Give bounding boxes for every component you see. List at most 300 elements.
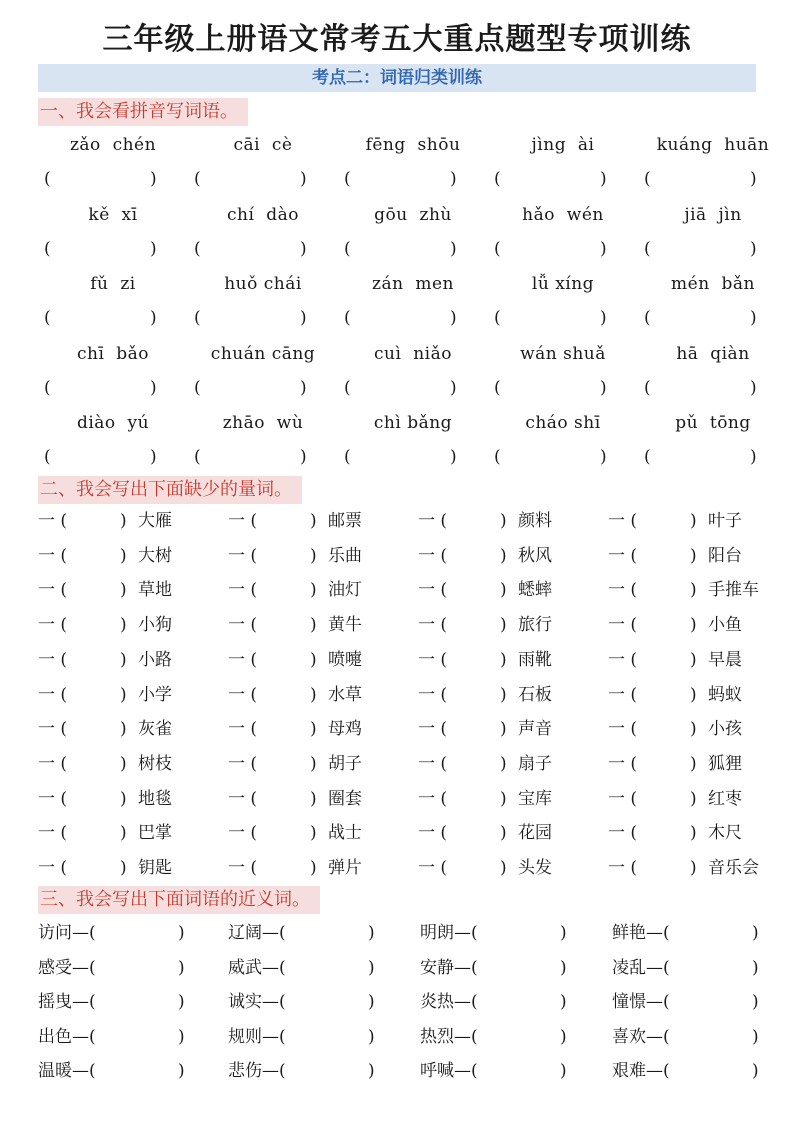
quantifier-blank-close[interactable]: ) (500, 615, 507, 636)
pinyin-item (338, 412, 488, 482)
quantifier-noun: 蟋蟀 (518, 580, 552, 601)
synonym-word[interactable]: 诚实—( (228, 992, 286, 1013)
quantifier-blank-open[interactable]: 一 ( (228, 580, 258, 601)
answer-paren-left[interactable]: ( (44, 377, 51, 398)
quantifier-blank-open[interactable]: 一 ( (418, 649, 448, 670)
pinyin-item (638, 204, 788, 274)
quantifier-blank-open[interactable]: 一 ( (38, 649, 68, 670)
synonym-blank-close[interactable]: ) (560, 957, 567, 978)
quantifier-blank-close[interactable]: ) (120, 684, 127, 705)
quantifier-item (38, 782, 223, 816)
pinyin-text: kuáng huān (656, 135, 770, 155)
quantifier-blank-close[interactable]: ) (310, 545, 317, 566)
pinyin-text: cuì niǎo (374, 343, 452, 364)
quantifier-blank-open[interactable]: 一 ( (228, 649, 258, 670)
synonym-item (228, 1054, 378, 1088)
quantifier-noun: 扇子 (518, 753, 552, 774)
quantifier-blank-close[interactable]: ) (690, 684, 697, 705)
quantifier-item (608, 573, 793, 607)
quantifier-blank-close[interactable]: ) (120, 615, 127, 636)
quantifier-blank-close[interactable]: ) (500, 788, 507, 809)
pinyin-text: pǔ tōng (675, 413, 751, 433)
quantifier-item (228, 504, 413, 538)
pinyin-item (338, 343, 488, 413)
answer-paren-left[interactable]: ( (344, 308, 351, 328)
quantifier-blank-open[interactable]: 一 ( (608, 719, 638, 740)
synonym-blank-close[interactable]: ) (368, 957, 375, 978)
quantifier-blank-open[interactable]: 一 ( (228, 858, 258, 878)
pinyin-item (638, 273, 788, 343)
pinyin-item (38, 204, 188, 274)
synonym-blank-close[interactable]: ) (752, 923, 759, 943)
answer-paren-right[interactable]: ) (750, 169, 757, 189)
section-heading-quantifier: 二、我会写出下面缺少的量词。 (38, 476, 302, 504)
quantifier-blank-close[interactable]: ) (120, 719, 127, 740)
synonym-item (612, 1054, 762, 1088)
answer-paren-left[interactable]: ( (44, 238, 51, 259)
quantifier-item (608, 608, 793, 642)
quantifier-noun: 小路 (138, 649, 172, 670)
answer-paren-left[interactable]: ( (644, 169, 651, 189)
synonym-word[interactable]: 温暖—( (38, 1061, 96, 1082)
quantifier-blank-close[interactable]: ) (690, 858, 697, 878)
synonym-blank-close[interactable]: ) (178, 992, 185, 1013)
pinyin-item (188, 412, 338, 482)
quantifier-noun: 喷嚏 (328, 649, 362, 670)
answer-paren-left[interactable]: ( (344, 169, 351, 189)
answer-paren-left[interactable]: ( (494, 238, 501, 259)
pinyin-row (0, 343, 794, 413)
synonym-item (38, 951, 188, 985)
synonym-word[interactable]: 摇曳—( (38, 992, 96, 1013)
synonym-item (420, 1020, 570, 1054)
quantifier-noun: 弹片 (328, 858, 362, 878)
answer-paren-right[interactable]: ) (300, 308, 307, 328)
pinyin-item (488, 273, 638, 343)
quantifier-blank-close[interactable]: ) (310, 684, 317, 705)
synonym-word[interactable]: 安静—( (420, 957, 478, 978)
quantifier-noun: 钥匙 (138, 858, 172, 878)
quantifier-row (0, 712, 794, 746)
quantifier-blank-open[interactable]: 一 ( (608, 823, 638, 844)
pinyin-item (638, 134, 788, 204)
pinyin-row (0, 412, 794, 482)
synonym-row (0, 951, 794, 985)
synonym-blank-close[interactable]: ) (178, 1026, 185, 1047)
synonym-word[interactable]: 规则—( (228, 1026, 286, 1047)
quantifier-noun: 小孩 (708, 719, 742, 740)
pinyin-item (488, 204, 638, 274)
quantifier-noun: 音乐会 (708, 858, 759, 878)
quantifier-blank-close[interactable]: ) (690, 511, 697, 531)
quantifier-item (228, 643, 413, 677)
synonym-row (0, 1054, 794, 1088)
answer-paren-right[interactable]: ) (150, 169, 157, 189)
quantifier-blank-open[interactable]: 一 ( (608, 649, 638, 670)
answer-paren-right[interactable]: ) (150, 377, 157, 398)
quantifier-blank-open[interactable]: 一 ( (38, 580, 68, 601)
quantifier-row (0, 539, 794, 573)
synonym-blank-close[interactable]: ) (368, 1061, 375, 1082)
quantifier-blank-close[interactable]: ) (120, 858, 127, 878)
synonym-item (38, 1054, 188, 1088)
quantifier-blank-open[interactable]: 一 ( (228, 823, 258, 844)
quantifier-blank-close[interactable]: ) (690, 788, 697, 809)
quantifier-item (418, 851, 603, 885)
answer-paren-right[interactable]: ) (150, 238, 157, 259)
pinyin-text: zǎo chén (69, 135, 157, 155)
synonym-item (228, 951, 378, 985)
synonym-blank-close[interactable]: ) (752, 1061, 759, 1082)
section-heading-synonym: 三、我会写出下面词语的近义词。 (38, 886, 320, 914)
synonym-blank-close[interactable]: ) (560, 1061, 567, 1082)
quantifier-blank-open[interactable]: 一 ( (608, 788, 638, 809)
quantifier-noun: 宝库 (518, 788, 552, 809)
quantifier-blank-open[interactable]: 一 ( (608, 580, 638, 601)
synonym-item (420, 916, 570, 950)
answer-paren-right[interactable]: ) (150, 308, 157, 328)
answer-paren-left[interactable]: ( (344, 238, 351, 259)
synonym-item (228, 916, 378, 950)
quantifier-blank-open[interactable]: 一 ( (608, 615, 638, 636)
quantifier-noun: 雨靴 (518, 649, 552, 670)
quantifier-noun: 红枣 (708, 788, 742, 809)
pinyin-text: huǒ chái (224, 274, 302, 294)
quantifier-blank-close[interactable]: ) (310, 511, 317, 531)
quantifier-noun: 小鱼 (708, 615, 742, 636)
synonym-blank-close[interactable]: ) (368, 992, 375, 1013)
quantifier-blank-open[interactable]: 一 ( (608, 858, 638, 878)
quantifier-blank-close[interactable]: ) (690, 580, 697, 601)
synonym-blank-close[interactable]: ) (178, 1061, 185, 1082)
synonym-word[interactable]: 艰难—( (612, 1061, 670, 1082)
synonym-item (38, 916, 188, 950)
quantifier-item (38, 747, 223, 781)
answer-paren-left[interactable]: ( (494, 169, 501, 189)
synonym-word[interactable]: 明朗—( (420, 923, 478, 943)
quantifier-item (418, 643, 603, 677)
quantifier-blank-open[interactable]: 一 ( (228, 511, 258, 531)
answer-paren-right[interactable]: ) (450, 447, 457, 467)
answer-paren-right[interactable]: ) (450, 169, 457, 189)
synonym-blank-close[interactable]: ) (560, 992, 567, 1013)
quantifier-blank-close[interactable]: ) (500, 580, 507, 601)
answer-paren-left[interactable]: ( (44, 447, 51, 467)
answer-paren-right[interactable]: ) (750, 447, 757, 467)
quantifier-blank-close[interactable]: ) (690, 615, 697, 636)
answer-paren-right[interactable]: ) (300, 169, 307, 189)
answer-paren-left[interactable]: ( (344, 447, 351, 467)
quantifier-blank-open[interactable]: 一 ( (418, 511, 448, 531)
quantifier-blank-close[interactable]: ) (690, 753, 697, 774)
pinyin-text: zán men (372, 274, 454, 294)
pinyin-text: chí dào (227, 204, 299, 225)
pinyin-item (338, 134, 488, 204)
quantifier-blank-open[interactable]: 一 ( (228, 719, 258, 740)
quantifier-item (608, 816, 793, 850)
quantifier-noun: 声音 (518, 719, 552, 740)
quantifier-item (608, 643, 793, 677)
quantifier-blank-open[interactable]: 一 ( (418, 580, 448, 601)
answer-paren-left[interactable]: ( (44, 308, 51, 328)
answer-paren-left[interactable]: ( (494, 377, 501, 398)
quantifier-blank-open[interactable]: 一 ( (38, 719, 68, 740)
pinyin-text: gōu zhù (374, 204, 452, 225)
pinyin-text: jiā jìn (684, 204, 742, 225)
synonym-blank-close[interactable]: ) (368, 923, 375, 943)
answer-paren-left[interactable]: ( (644, 447, 651, 467)
quantifier-blank-close[interactable]: ) (310, 823, 317, 844)
pinyin-item (338, 273, 488, 343)
synonym-word[interactable]: 炎热—( (420, 992, 478, 1013)
quantifier-item (418, 816, 603, 850)
quantifier-row (0, 851, 794, 885)
pinyin-item (38, 273, 188, 343)
synonym-word[interactable]: 凌乱—( (612, 957, 670, 978)
quantifier-blank-close[interactable]: ) (120, 580, 127, 601)
quantifier-blank-close[interactable]: ) (120, 511, 127, 531)
quantifier-blank-open[interactable]: 一 ( (228, 753, 258, 774)
quantifier-blank-open[interactable]: 一 ( (228, 615, 258, 636)
pinyin-text: zhāo wù (222, 413, 304, 433)
quantifier-item (608, 851, 793, 885)
quantifier-item (418, 573, 603, 607)
answer-paren-right[interactable]: ) (300, 447, 307, 467)
answer-paren-right[interactable]: ) (450, 308, 457, 328)
quantifier-blank-open[interactable]: 一 ( (418, 823, 448, 844)
quantifier-item (38, 608, 223, 642)
quantifier-blank-open[interactable]: 一 ( (608, 545, 638, 566)
quantifier-blank-open[interactable]: 一 ( (38, 511, 68, 531)
synonym-blank-close[interactable]: ) (560, 1026, 567, 1047)
quantifier-item (608, 678, 793, 712)
quantifier-blank-close[interactable]: ) (120, 823, 127, 844)
quantifier-noun: 黄牛 (328, 615, 362, 636)
quantifier-blank-open[interactable]: 一 ( (228, 788, 258, 809)
answer-paren-left[interactable]: ( (44, 169, 51, 189)
quantifier-noun: 大雁 (138, 511, 172, 531)
quantifier-blank-close[interactable]: ) (310, 719, 317, 740)
quantifier-noun: 狐狸 (708, 753, 742, 774)
section-heading-pinyin: 一、我会看拼音写词语。 (38, 98, 248, 126)
quantifier-noun: 巴掌 (138, 823, 172, 844)
synonym-blank-close[interactable]: ) (752, 1026, 759, 1047)
pinyin-row (0, 204, 794, 274)
quantifier-item (228, 573, 413, 607)
quantifier-blank-close[interactable]: ) (120, 788, 127, 809)
synonym-word[interactable]: 喜欢—( (612, 1026, 670, 1047)
answer-paren-left[interactable]: ( (194, 377, 201, 398)
quantifier-blank-close[interactable]: ) (500, 545, 507, 566)
quantifier-item (38, 643, 223, 677)
quantifier-blank-open[interactable]: 一 ( (38, 615, 68, 636)
answer-paren-left[interactable]: ( (194, 169, 201, 189)
synonym-word[interactable]: 热烈—( (420, 1026, 478, 1047)
quantifier-item (38, 573, 223, 607)
quantifier-blank-open[interactable]: 一 ( (38, 858, 68, 878)
pinyin-text: chī bǎo (77, 343, 149, 364)
synonym-word[interactable]: 辽阔—( (228, 923, 286, 943)
answer-paren-right[interactable]: ) (600, 377, 607, 398)
quantifier-blank-close[interactable]: ) (500, 858, 507, 878)
answer-paren-right[interactable]: ) (600, 169, 607, 189)
quantifier-noun: 阳台 (708, 545, 742, 566)
pinyin-text: fǔ zi (90, 274, 136, 294)
answer-paren-right[interactable]: ) (300, 377, 307, 398)
quantifier-blank-open[interactable]: 一 ( (228, 545, 258, 566)
synonym-blank-close[interactable]: ) (178, 957, 185, 978)
quantifier-noun: 秋风 (518, 545, 552, 566)
quantifier-blank-close[interactable]: ) (310, 615, 317, 636)
quantifier-blank-open[interactable]: 一 ( (608, 753, 638, 774)
quantifier-blank-close[interactable]: ) (310, 580, 317, 601)
synonym-item (420, 951, 570, 985)
quantifier-row (0, 678, 794, 712)
quantifier-noun: 蚂蚁 (708, 684, 742, 705)
pinyin-text: jìng ài (531, 135, 595, 155)
answer-paren-right[interactable]: ) (750, 308, 757, 328)
pinyin-item (638, 343, 788, 413)
quantifier-blank-open[interactable]: 一 ( (38, 545, 68, 566)
synonym-word[interactable]: 威武—( (228, 957, 286, 978)
synonym-blank-close[interactable]: ) (752, 992, 759, 1013)
synonym-word[interactable]: 憧憬—( (612, 992, 670, 1013)
quantifier-item (418, 782, 603, 816)
answer-paren-right[interactable]: ) (450, 377, 457, 398)
quantifier-blank-open[interactable]: 一 ( (38, 823, 68, 844)
quantifier-noun: 小学 (138, 684, 172, 705)
quantifier-row (0, 504, 794, 538)
quantifier-blank-open[interactable]: 一 ( (418, 719, 448, 740)
pinyin-item (188, 273, 338, 343)
quantifier-blank-open[interactable]: 一 ( (418, 788, 448, 809)
quantifier-blank-open[interactable]: 一 ( (418, 615, 448, 636)
quantifier-item (608, 712, 793, 746)
quantifier-blank-close[interactable]: ) (120, 545, 127, 566)
answer-paren-right[interactable]: ) (150, 447, 157, 467)
quantifier-item (38, 539, 223, 573)
synonym-row (0, 916, 794, 950)
answer-paren-left[interactable]: ( (644, 238, 651, 259)
quantifier-blank-open[interactable]: 一 ( (418, 858, 448, 878)
synonym-word[interactable]: 鲜艳—( (612, 923, 670, 943)
quantifier-row (0, 747, 794, 781)
pinyin-item (38, 343, 188, 413)
pinyin-text: hā qiàn (676, 343, 750, 364)
quantifier-blank-close[interactable]: ) (310, 858, 317, 878)
quantifier-blank-close[interactable]: ) (500, 823, 507, 844)
answer-paren-left[interactable]: ( (344, 377, 351, 398)
synonym-word[interactable]: 访问—( (38, 923, 96, 943)
quantifier-blank-close[interactable]: ) (690, 649, 697, 670)
quantifier-row (0, 816, 794, 850)
quantifier-blank-open[interactable]: 一 ( (418, 545, 448, 566)
quantifier-blank-open[interactable]: 一 ( (38, 684, 68, 705)
synonym-blank-close[interactable]: ) (178, 923, 185, 943)
quantifier-item (228, 782, 413, 816)
quantifier-noun: 大树 (138, 545, 172, 566)
synonym-blank-close[interactable]: ) (368, 1026, 375, 1047)
quantifier-blank-close[interactable]: ) (500, 511, 507, 531)
quantifier-noun: 早晨 (708, 649, 742, 670)
synonym-item (228, 985, 378, 1019)
pinyin-item (488, 412, 638, 482)
quantifier-blank-close[interactable]: ) (690, 545, 697, 566)
answer-paren-left[interactable]: ( (494, 447, 501, 467)
synonym-item (38, 1020, 188, 1054)
pinyin-item (338, 204, 488, 274)
synonym-blank-close[interactable]: ) (752, 957, 759, 978)
quantifier-blank-open[interactable]: 一 ( (38, 788, 68, 809)
quantifier-blank-close[interactable]: ) (310, 649, 317, 670)
quantifier-blank-close[interactable]: ) (500, 684, 507, 705)
quantifier-noun: 灰雀 (138, 719, 172, 740)
synonym-word[interactable]: 感受—( (38, 957, 96, 978)
quantifier-blank-close[interactable]: ) (310, 753, 317, 774)
pinyin-item (38, 134, 188, 204)
quantifier-blank-open[interactable]: 一 ( (418, 684, 448, 705)
answer-paren-right[interactable]: ) (600, 238, 607, 259)
quantifier-blank-close[interactable]: ) (500, 649, 507, 670)
answer-paren-left[interactable]: ( (194, 447, 201, 467)
quantifier-blank-close[interactable]: ) (500, 753, 507, 774)
quantifier-row (0, 643, 794, 677)
quantifier-blank-open[interactable]: 一 ( (38, 753, 68, 774)
quantifier-blank-open[interactable]: 一 ( (228, 684, 258, 705)
subtitle: 考点二：词语归类训练 (312, 68, 482, 88)
quantifier-noun: 小狗 (138, 615, 172, 636)
quantifier-blank-open[interactable]: 一 ( (608, 684, 638, 705)
quantifier-item (608, 747, 793, 781)
answer-paren-right[interactable]: ) (750, 238, 757, 259)
answer-paren-left[interactable]: ( (194, 308, 201, 328)
quantifier-noun: 水草 (328, 684, 362, 705)
pinyin-item (638, 412, 788, 482)
answer-paren-left[interactable]: ( (644, 308, 651, 328)
quantifier-noun: 树枝 (138, 753, 172, 774)
synonym-item (228, 1020, 378, 1054)
answer-paren-left[interactable]: ( (494, 308, 501, 328)
synonym-word[interactable]: 悲伤—( (228, 1061, 286, 1082)
quantifier-blank-close[interactable]: ) (690, 823, 697, 844)
synonym-item (612, 985, 762, 1019)
pinyin-item (488, 343, 638, 413)
quantifier-item (38, 851, 223, 885)
quantifier-blank-close[interactable]: ) (500, 719, 507, 740)
quantifier-blank-close[interactable]: ) (310, 788, 317, 809)
answer-paren-left[interactable]: ( (194, 238, 201, 259)
pinyin-text: lǚ xíng (531, 274, 595, 294)
synonym-word[interactable]: 出色—( (38, 1026, 96, 1047)
quantifier-blank-close[interactable]: ) (120, 753, 127, 774)
synonym-word[interactable]: 呼喊—( (420, 1061, 478, 1082)
answer-paren-right[interactable]: ) (600, 447, 607, 467)
quantifier-noun: 地毯 (138, 788, 172, 809)
answer-paren-right[interactable]: ) (300, 238, 307, 259)
synonym-blank-close[interactable]: ) (560, 923, 567, 943)
quantifier-item (608, 504, 793, 538)
pinyin-item (188, 343, 338, 413)
answer-paren-left[interactable]: ( (644, 377, 651, 398)
quantifier-blank-open[interactable]: 一 ( (608, 511, 638, 531)
quantifier-blank-open[interactable]: 一 ( (418, 753, 448, 774)
quantifier-item (418, 608, 603, 642)
answer-paren-right[interactable]: ) (600, 308, 607, 328)
answer-paren-right[interactable]: ) (750, 377, 757, 398)
quantifier-blank-close[interactable]: ) (120, 649, 127, 670)
answer-paren-right[interactable]: ) (450, 238, 457, 259)
quantifier-blank-close[interactable]: ) (690, 719, 697, 740)
